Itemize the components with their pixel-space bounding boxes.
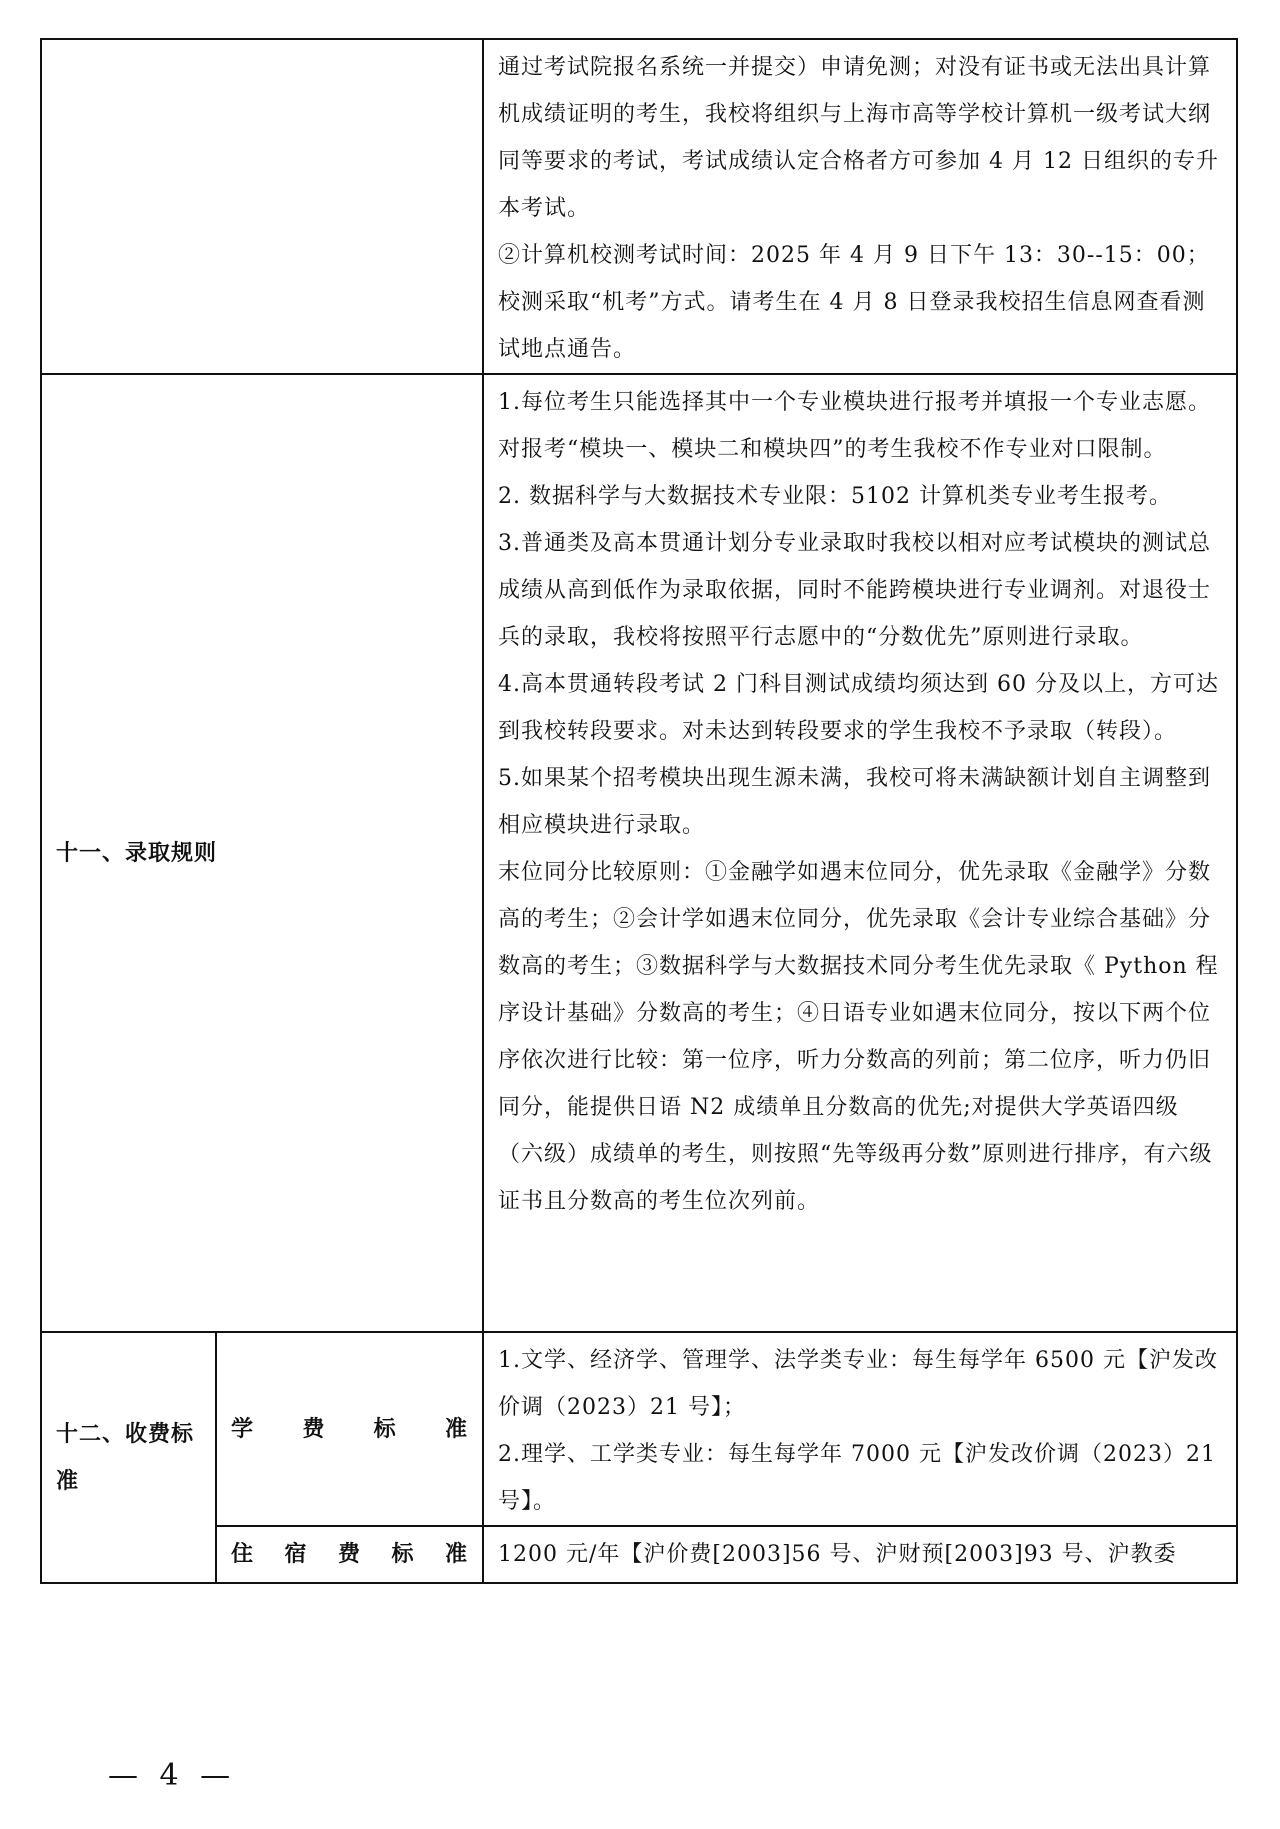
- paragraph: 1200 元/年【沪价费[2003]56 号、沪财预[2003]93 号、沪教委: [498, 1542, 1177, 1567]
- paragraph: 3.普通类及高本贯通计划分专业录取时我校以相对应考试模块的测试总成绩从高到低作为录取依据，同时不能跨模块进行专业调剂。对退役士兵的录取，我校将按照平行志愿中的“分数优先”原则进行录取。: [498, 531, 1212, 650]
- accommodation-content: [483, 1526, 1237, 1583]
- admission-rules-label: 十一、录取规则: [41, 374, 483, 1332]
- paragraph: 2.理学、工学类专业：每生每学年 7000 元【沪发改价调（2023）21 号】。: [498, 1442, 1216, 1514]
- paragraph: 通过考试院报名系统一并提交）申请免测；对没有证书或无法出具计算机成绩证明的考生，我校将组织与上海市高等学校计算机一级考试大纲同等要求的考试，考试成绩认定合格者方可参加 4 月 12 日组织的专升本考试。: [498, 55, 1219, 221]
- tuition-label: 学费标准: [216, 1332, 483, 1526]
- paragraph: 4.高本贯通转段考试 2 门科目测试成绩均须达到 60 分及以上，方可达到我校转段要求。对未达到转段要求的学生我校不予录取（转段）。: [498, 672, 1219, 744]
- fees-label: 十二、收费标准: [41, 1332, 216, 1583]
- continued-row-label-cell: [41, 39, 483, 374]
- paragraph: 末位同分比较原则：①金融学如遇末位同分，优先录取《金融学》分数高的考生；②会计学如遇末位同分，优先录取《会计专业综合基础》分数高的考生；③数据科学与大数据技术同分考生优先录取《 Python 程序设计基础》分数高的考生；④日语专业如遇末位同分，按以下两个位序依次进行比较：第一位序，听力分数高的列前；第二位序，听力仍旧同分，能提供日语 N2 成绩单且分数高的优先;对提供大学英语四级（六级）成绩单的考生，则按照“先等级再分数”原则进行排序，有六级证书且分数高的考生位次列前。: [498, 860, 1219, 1214]
- continued-row-content: [483, 39, 1237, 374]
- tuition-content: [483, 1332, 1237, 1526]
- page-number: — 4 —: [108, 1758, 237, 1793]
- accommodation-label: 住宿费标准: [216, 1526, 483, 1583]
- continued-row: [41, 39, 1237, 374]
- paragraph: 2. 数据科学与大数据技术专业限：5102 计算机类专业考生报考。: [498, 484, 1172, 509]
- accommodation-row: [41, 1526, 1237, 1583]
- paragraph: 1.每位考生只能选择其中一个专业模块进行报考并填报一个专业志愿。对报考“模块一、模块二和模块四”的考生我校不作专业对口限制。: [498, 390, 1211, 462]
- document-table: [40, 38, 1238, 1584]
- admission-rules-row: [41, 374, 1237, 1332]
- paragraph: ②计算机校测考试时间：2025 年 4 月 9 日下午 13：30--15：00；校测采取“机考”方式。请考生在 4 月 8 日登录我校招生信息网查看测试地点通告。: [498, 243, 1210, 362]
- paragraph: 5.如果某个招考模块出现生源未满，我校可将未满缺额计划自主调整到相应模块进行录取。: [498, 766, 1211, 838]
- admission-rules-content: [483, 374, 1237, 1332]
- tuition-row: [41, 1332, 1237, 1526]
- paragraph: 1.文学、经济学、管理学、法学类专业：每生每学年 6500 元【沪发改价调（2023）21 号】；: [498, 1348, 1218, 1420]
